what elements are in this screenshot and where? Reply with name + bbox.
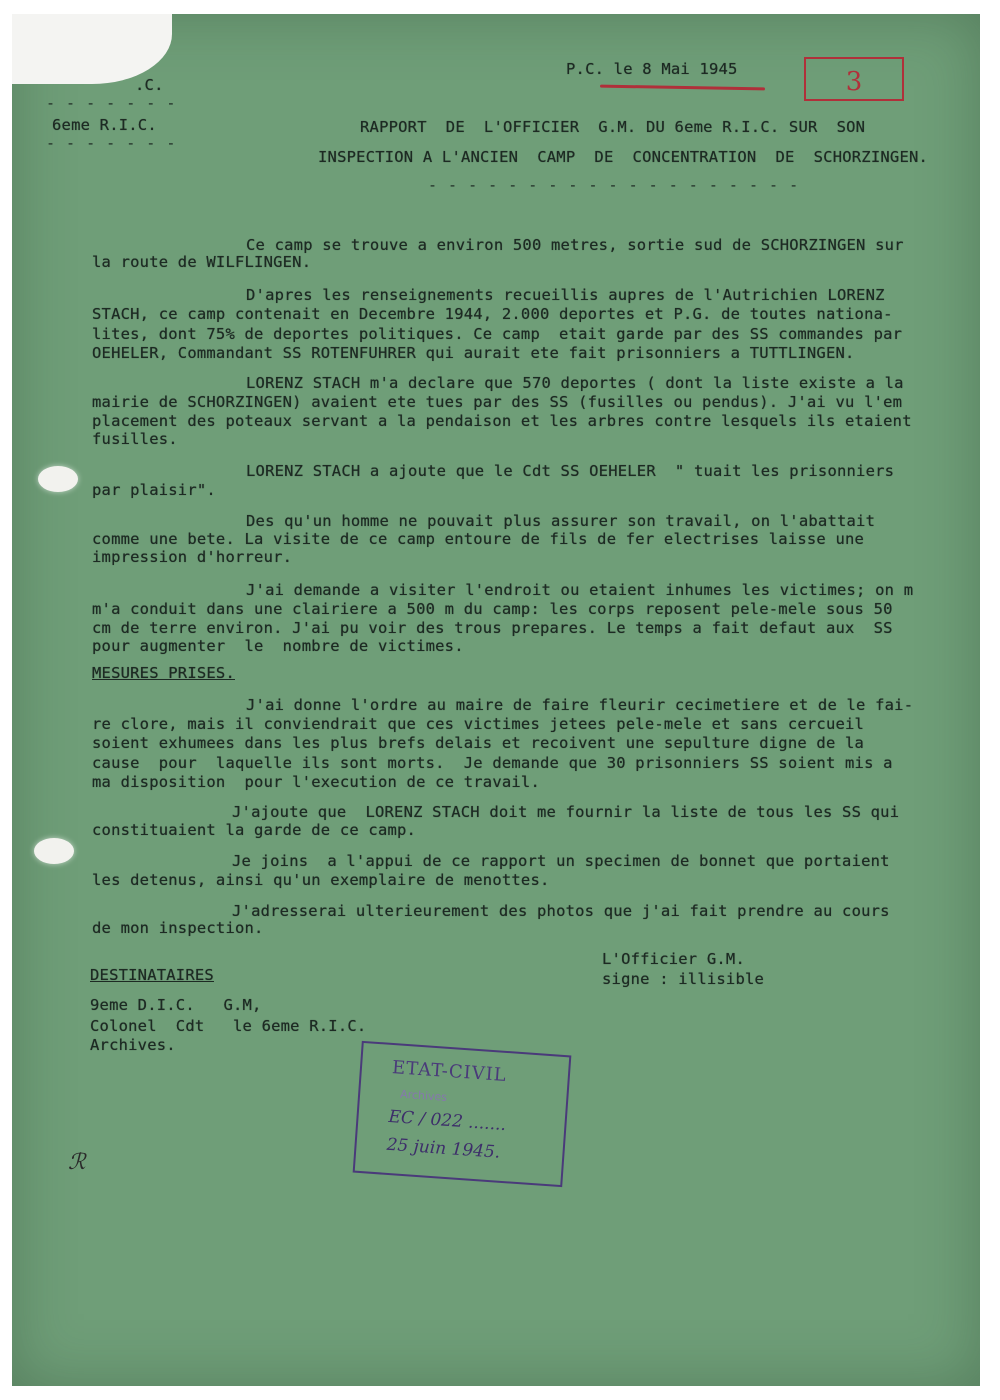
p7-line: ma disposition pour l'execution de ce travail. <box>92 773 540 791</box>
etat-civil-stamp <box>353 1041 572 1187</box>
p2-line: D'apres les renseignements recueillis aupres de l'Autrichien LORENZ <box>246 286 885 304</box>
recipient-line: Colonel Cdt le 6eme R.I.C. <box>90 1017 367 1035</box>
p3-line: mairie de SCHORZINGEN) avaient ete tues par des SS (fusilles ou pendus). J'ai vu l'em <box>92 393 903 411</box>
p3-line: fusilles. <box>92 430 178 448</box>
p3-line: LORENZ STACH m'a declare que 570 deportes ( dont la liste existe a la <box>246 374 904 392</box>
p7-line: re clore, mais il conviendrait que ces victimes jetees pele-mele et sans cercueil <box>92 715 865 733</box>
unit-short: .C. <box>135 76 164 94</box>
page-number-box: 3 <box>804 57 904 101</box>
p6-line: cm de terre environ. J'ai pu voir des trous prepares. Le temps a fait defaut aux SS <box>92 619 893 637</box>
p2-line: OEHELER, Commandant SS ROTENFUHRER qui aurait ete fait prisonniers a TUTTLINGEN. <box>92 344 855 362</box>
p2-line: STACH, ce camp contenait en Decembre 1944, 2.000 deportes et P.G. de toutes nationa- <box>92 305 893 323</box>
p6-line: m'a conduit dans une clairiere a 500 m du camp: les corps reposent pele-mele sous 50 <box>92 600 893 618</box>
stamp-handwritten-date: 25 juin 1945. <box>385 1134 501 1163</box>
signature-note: signe : illisible <box>602 970 765 988</box>
divider: - - - - - - - <box>46 134 177 152</box>
p9-line: Je joins a l'appui de ce rapport un specimen de bonnet que portaient <box>232 852 890 870</box>
p6-line: pour augmenter le nombre de victimes. <box>92 637 464 655</box>
p5-line: impression d'horreur. <box>92 548 293 566</box>
p3-line: placement des poteaux servant a la pendaison et les arbres contre lesquels ils etaient <box>92 412 912 430</box>
p1-line: Ce camp se trouve a environ 500 metres, sortie sud de SCHORZINGEN sur <box>246 236 904 254</box>
p9-line: les detenus, ainsi qu'un exemplaire de menottes. <box>92 871 550 889</box>
punch-hole-lower <box>34 838 74 864</box>
p1-line: la route de WILFLINGEN. <box>92 253 312 271</box>
recipients-heading: DESTINATAIRES <box>90 966 214 984</box>
report-title-line1: RAPPORT DE L'OFFICIER G.M. DU 6eme R.I.C. SUR SON <box>360 118 866 136</box>
measures-heading: MESURES PRISES. <box>92 664 235 682</box>
recipient-line: 9eme D.I.C. G.M, <box>90 996 262 1014</box>
p8-line: constituaient la garde de ce camp. <box>92 821 417 839</box>
punch-hole-upper <box>38 466 78 492</box>
p10-line: de mon inspection. <box>92 919 264 937</box>
p10-line: J'adresserai ulterieurement des photos que j'ai fait prendre au cours <box>232 902 890 920</box>
stamp-title: ETAT-CIVIL <box>391 1057 508 1086</box>
report-title-line2: INSPECTION A L'ANCIEN CAMP DE CONCENTRATION DE SCHORZINGEN. <box>318 148 929 166</box>
recipient-line: Archives. <box>90 1036 176 1054</box>
p7-line: J'ai donne l'ordre au maire de faire fleurir cecimetiere et de le fai- <box>246 696 914 714</box>
title-divider: - - - - - - - - - - - - - - - - - - - <box>428 176 800 194</box>
place-date: P.C. le 8 Mai 1945 <box>566 60 738 78</box>
unit-name: 6eme R.I.C. <box>52 116 157 134</box>
signature-title: L'Officier G.M. <box>602 950 745 968</box>
p4-line: LORENZ STACH a ajoute que le Cdt SS OEHELER " tuait les prisonniers <box>246 462 895 480</box>
handwritten-mark-icon: ℛ <box>68 1150 86 1175</box>
stamp-subtitle: Archives <box>399 1087 448 1104</box>
p2-line: lites, dont 75% de deportes politiques. Ce camp etait garde par des SS commandes par <box>92 325 903 343</box>
p5-line: comme une bete. La visite de ce camp entoure de fils de fer electrises laisse une <box>92 530 865 548</box>
p7-line: cause pour laquelle ils sont morts. Je demande que 30 prisonniers SS soient mis a <box>92 754 893 772</box>
stamp-handwritten-ref: EC / 022 ....... <box>387 1106 507 1136</box>
p8-line: J'ajoute que LORENZ STACH doit me fournir la liste de tous les SS qui <box>232 803 900 821</box>
p4-line: par plaisir". <box>92 481 216 499</box>
divider: - - - - - - - <box>46 94 177 112</box>
p5-line: Des qu'un homme ne pouvait plus assurer son travail, on l'abattait <box>246 512 876 530</box>
p7-line: soient exhumees dans les plus brefs delais et recoivent une sepulture digne de la <box>92 734 865 752</box>
p6-line: J'ai demande a visiter l'endroit ou etaient inhumes les victimes; on m <box>246 581 914 599</box>
